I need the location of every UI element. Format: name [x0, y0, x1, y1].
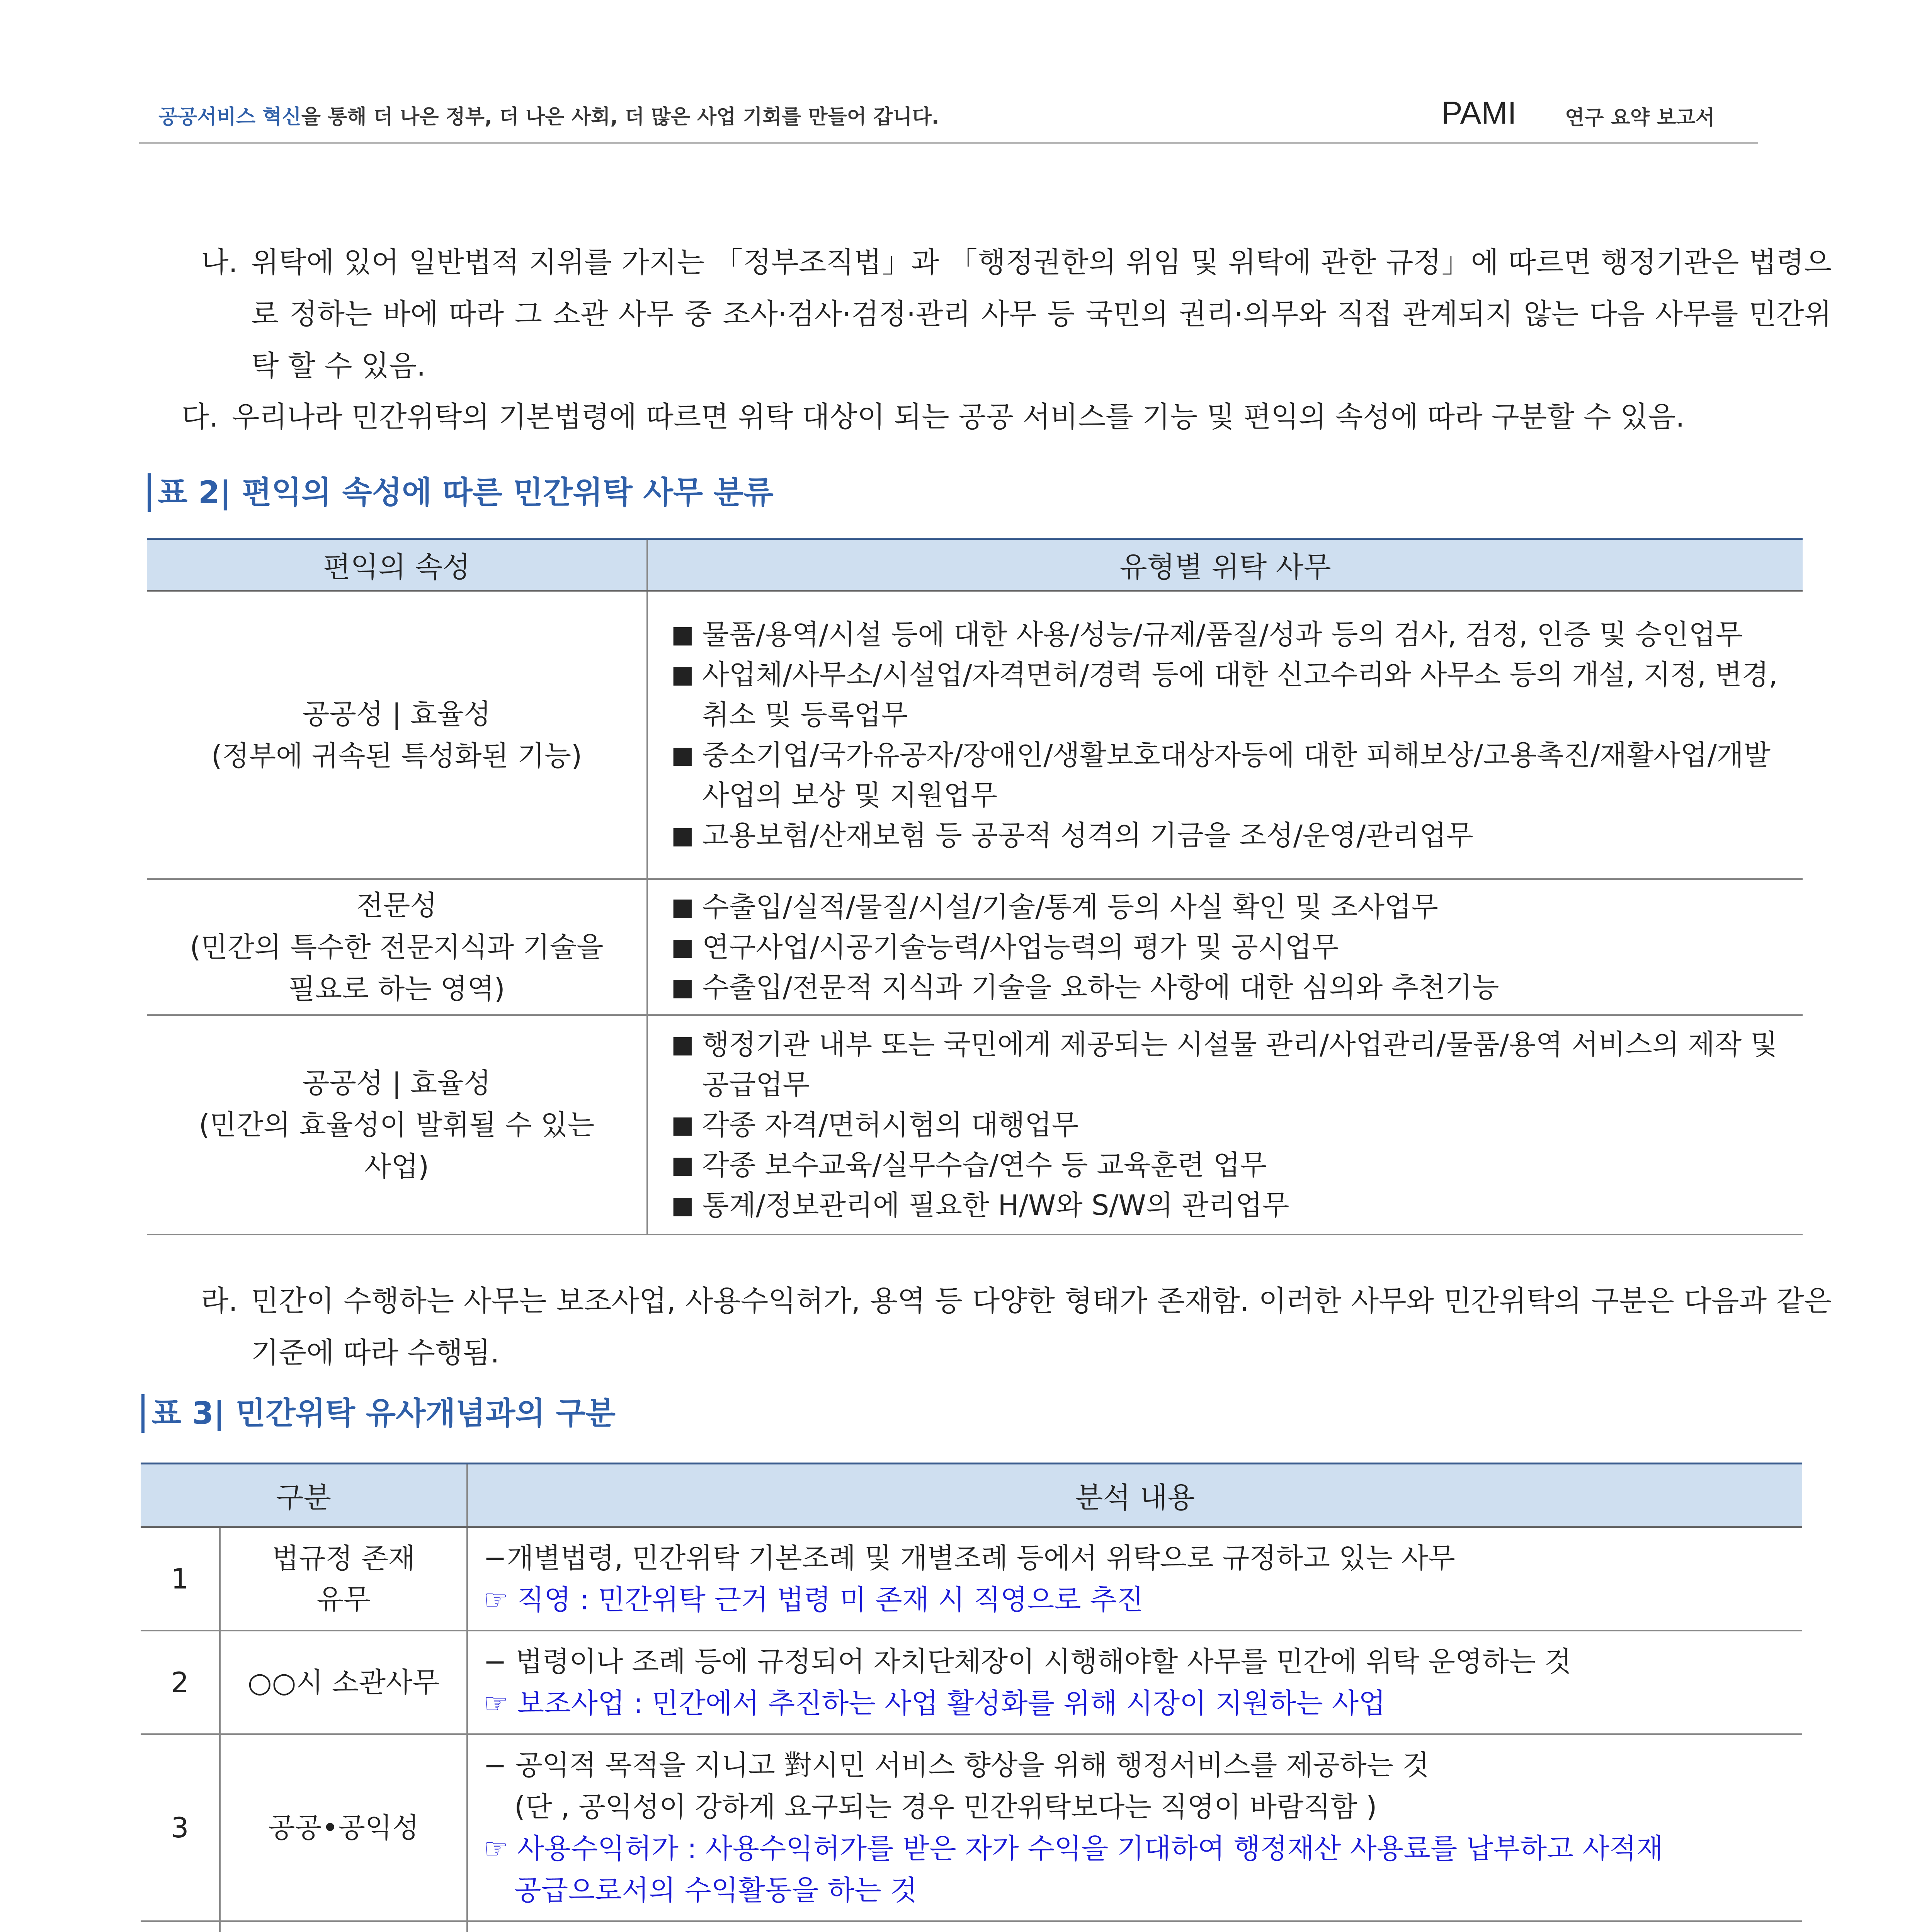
task-text: 통계/정보관리에 필요한 H/W와 S/W의 관리업무 — [702, 1189, 1289, 1221]
attr-line: 필요로 하는 영역) — [288, 973, 505, 1005]
list-item — [671, 614, 1795, 655]
task-text: 중소기업/국가유공자/장애인/생활보호대상자등에 대한 피해보상/고용촉진/재활사업/개발사업의 보상 및 지원업무 — [702, 739, 1771, 811]
row-analysis — [467, 1734, 1802, 1921]
analysis-line: (단 , 공익성이 강하게 요구되는 경우 민간위탁보다는 직영이 바람직함 ) — [514, 1791, 1377, 1823]
header-tagline — [158, 100, 939, 129]
row-number — [141, 1921, 220, 1932]
benefit-attribute — [147, 1015, 647, 1235]
category-line: 법규정 존재 — [272, 1542, 415, 1575]
paragraph-mark: 나. — [201, 246, 238, 279]
attr-line: 전문성 — [356, 889, 437, 922]
paragraph-na — [201, 236, 1832, 395]
task-text: 수출입/전문적 지식과 기술을 요하는 사항에 대한 심의와 추천기능 — [702, 971, 1499, 1003]
row-analysis — [467, 1921, 1802, 1932]
row-category — [220, 1631, 467, 1734]
square-bullet-icon: ■ — [671, 933, 694, 961]
table-row — [141, 1631, 1802, 1734]
paragraph-ra — [201, 1275, 1832, 1387]
attr-line: (정부에 귀속된 특성화된 기능) — [211, 740, 582, 772]
list-item — [671, 815, 1795, 855]
list-item — [671, 735, 1795, 815]
row-analysis — [467, 1527, 1802, 1631]
task-list — [647, 879, 1803, 1015]
task-text: 각종 보수교육/실무수습/연수 등 교육훈련 업무 — [702, 1149, 1267, 1181]
analysis-line: − 공익적 목적을 지니고 對시민 서비스 향상을 위해 행정서비스를 제공하는 것 — [483, 1749, 1429, 1781]
list-item — [671, 927, 1795, 967]
task-text: 사업체/사무소/시설업/자격면허/경력 등에 대한 신고수리와 사무소 등의 개설, 지정, 변경, 취소 및 등록업무 — [702, 658, 1778, 731]
table3 — [141, 1463, 1802, 1932]
table-row — [147, 591, 1803, 879]
task-text: 연구사업/시공기술능력/사업능력의 평가 및 공시업무 — [702, 931, 1339, 963]
attr-line: 공공성 | 효율성 — [302, 1067, 491, 1099]
table3-header-category: 구분 — [141, 1464, 467, 1527]
comparison-note: ☞ 직영 : 민간위탁 근거 법령 미 존재 시 직영으로 추진 — [483, 1583, 1144, 1616]
paragraph-text: 민간이 수행하는 사무는 보조사업, 사용수익허가, 용역 등 다양한 형태가 존재함. 이러한 사무와 민간위탁의 구분은 다음과 같은 기준에 따라 수행됨. — [251, 1284, 1832, 1369]
square-bullet-icon: ■ — [671, 893, 694, 921]
attr-line: 사업) — [364, 1150, 429, 1183]
row-category — [220, 1921, 467, 1932]
task-text: 행정기관 내부 또는 국민에게 제공되는 시설물 관리/사업관리/물품/용역 서비스의 제작 및 공급업무 — [702, 1028, 1778, 1101]
table2-header-attr: 편익의 속성 — [147, 539, 647, 591]
square-bullet-icon: ■ — [671, 1030, 694, 1058]
table-row — [141, 1921, 1802, 1932]
comparison-note: 공급으로서의 수익활동을 하는 것 — [514, 1874, 917, 1906]
table-row — [141, 1734, 1802, 1921]
task-text: 각종 자격/면허시험의 대행업무 — [702, 1109, 1079, 1141]
row-number: 3 — [141, 1734, 220, 1921]
list-item — [671, 1185, 1795, 1225]
task-list — [647, 1015, 1803, 1235]
table3-title: 표 3| 민간위탁 유사개념과의 구분 — [141, 1394, 616, 1433]
table3-body — [141, 1527, 1802, 1932]
attr-line: (민간의 특수한 전문지식과 기술을 — [190, 931, 604, 963]
square-bullet-icon: ■ — [671, 741, 694, 769]
table2-title: 표 2| 편익의 속성에 따른 민간위탁 사무 분류 — [148, 473, 774, 512]
table-row — [147, 879, 1803, 1015]
row-number: 2 — [141, 1631, 220, 1734]
brand-name: PAMI — [1441, 95, 1517, 131]
report-label: 연구 요약 보고서 — [1565, 106, 1715, 129]
benefit-attribute — [147, 879, 647, 1015]
row-category — [220, 1527, 467, 1631]
tagline-accent: 공공서비스 혁신 — [158, 105, 301, 129]
square-bullet-icon: ■ — [671, 620, 694, 648]
page-header — [139, 92, 1758, 144]
attr-line: (민간의 효율성이 발휘될 수 있는 — [199, 1109, 595, 1141]
list-item — [671, 967, 1795, 1007]
table-row — [141, 1527, 1802, 1631]
paragraph-text: 위탁에 있어 일반법적 지위를 가지는 「정부조직법」과 「행정권한의 위임 및 위탁에 관한 규정」에 따르면 행정기관은 법령으로 정하는 바에 따라 그 소관 사무 중 조사·검사·검정·관리 사무 등 국민의 권리·의무와 직접 관계되지 않는 다음 사무를 민간위탁 할 수 있음. — [251, 246, 1832, 383]
paragraph-da — [182, 391, 1824, 445]
square-bullet-icon: ■ — [671, 821, 694, 849]
row-number: 1 — [141, 1527, 220, 1631]
paragraph-mark: 다. — [182, 400, 219, 434]
comparison-note: ☞ 사용수익허가 : 사용수익허가를 받은 자가 수익을 기대하여 행정재산 사용료를 납부하고 사적재 — [483, 1832, 1664, 1865]
table3-header-row — [141, 1464, 1802, 1527]
list-item — [671, 1024, 1795, 1105]
tagline-rest: 을 통해 더 나은 정부, 더 나은 사회, 더 많은 사업 기회를 만들어 갑니다. — [301, 105, 939, 129]
row-analysis — [467, 1631, 1802, 1734]
table3-header-content: 분석 내용 — [467, 1464, 1802, 1527]
comparison-note: ☞ 보조사업 : 민간에서 추진하는 사업 활성화를 위해 시장이 지원하는 사업 — [483, 1687, 1386, 1719]
task-list — [647, 591, 1803, 879]
task-text: 고용보험/산재보험 등 공공적 성격의 기금을 조성/운영/관리업무 — [702, 819, 1473, 852]
square-bullet-icon: ■ — [671, 1191, 694, 1219]
category-line: 유무 — [316, 1583, 371, 1616]
category-line: 공공•공익성 — [268, 1811, 419, 1844]
analysis-line: −개별법령, 민간위탁 기본조례 및 개별조례 등에서 위탁으로 규정하고 있는 사무 — [483, 1542, 1455, 1574]
list-item — [671, 1145, 1795, 1185]
attr-line: 공공성 | 효율성 — [302, 698, 491, 730]
table2-header-tasks: 유형별 위탁 사무 — [647, 539, 1803, 591]
list-item — [671, 887, 1795, 927]
list-item — [671, 655, 1795, 735]
table2-header-row — [147, 539, 1803, 591]
table2 — [147, 538, 1803, 1235]
paragraph-mark: 라. — [201, 1284, 238, 1318]
benefit-attribute — [147, 591, 647, 879]
square-bullet-icon: ■ — [671, 973, 694, 1001]
category-line: ○○시 소관사무 — [247, 1666, 440, 1699]
task-text: 수출입/실적/물질/시설/기술/통계 등의 사실 확인 및 조사업무 — [702, 891, 1438, 923]
list-item — [671, 1105, 1795, 1145]
row-category — [220, 1734, 467, 1921]
square-bullet-icon: ■ — [671, 1151, 694, 1179]
square-bullet-icon: ■ — [671, 1111, 694, 1139]
paragraph-text: 우리나라 민간위탁의 기본법령에 따르면 위탁 대상이 되는 공공 서비스를 기능 및 편익의 속성에 따라 구분할 수 있음. — [232, 400, 1685, 434]
square-bullet-icon: ■ — [671, 660, 694, 689]
table-row — [147, 1015, 1803, 1235]
analysis-line: − 법령이나 조례 등에 규정되어 자치단체장이 시행해야할 사무를 민간에 위탁 운영하는 것 — [483, 1645, 1572, 1678]
task-text: 물품/용역/시설 등에 대한 사용/성능/규제/품질/성과 등의 검사, 검정, 인증 및 승인업무 — [702, 618, 1743, 651]
